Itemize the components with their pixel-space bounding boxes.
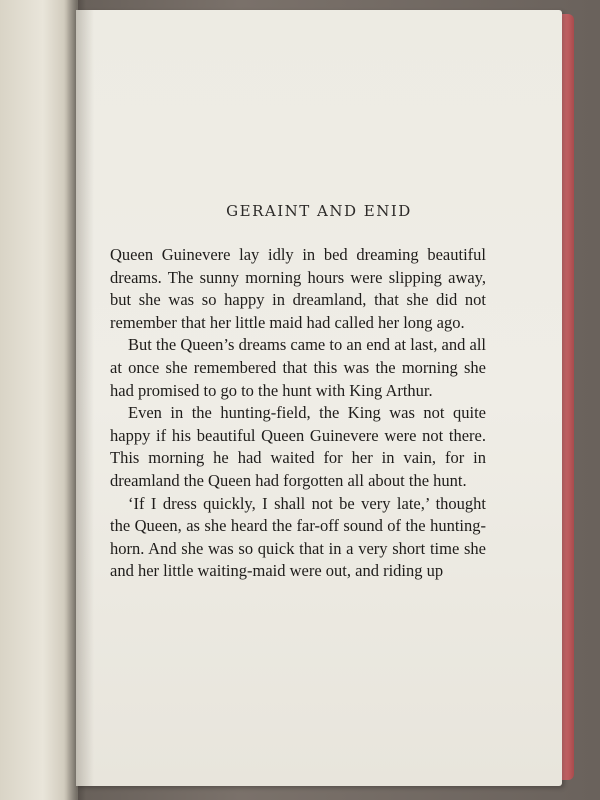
chapter-title: GERAINT AND ENID [226, 202, 412, 220]
paragraph-3: Even in the hunting-field, the King was not quite happy if his beautiful Queen Guinevere were not there. This morning he had waited for her in vain, for in dreamland the Queen had forgotten all about the hunt. [110, 403, 486, 490]
paragraph-4: ‘If I dress quickly, I shall not be very late,’ thought the Queen, as she heard the far-off sound of the hunting-horn. And she was so quick that in a very short time she and her little waiting-maid were out, and riding up [110, 493, 486, 581]
book-page [76, 10, 562, 786]
paragraph-1: Queen Guinevere lay idly in bed dreaming beautiful dreams. The sunny morning hours were slipping away, but she was so happy in dreamland, that she did not remember that her little maid had called her long ago. [110, 245, 486, 332]
page-gutter-shade [76, 10, 94, 786]
paragraph-2: But the Queen’s dreams came to an end at last, and all at once she remembered that this was the morning she had promised to go to the hunt with King Arthur. [110, 335, 486, 400]
page-body-text [110, 244, 486, 583]
